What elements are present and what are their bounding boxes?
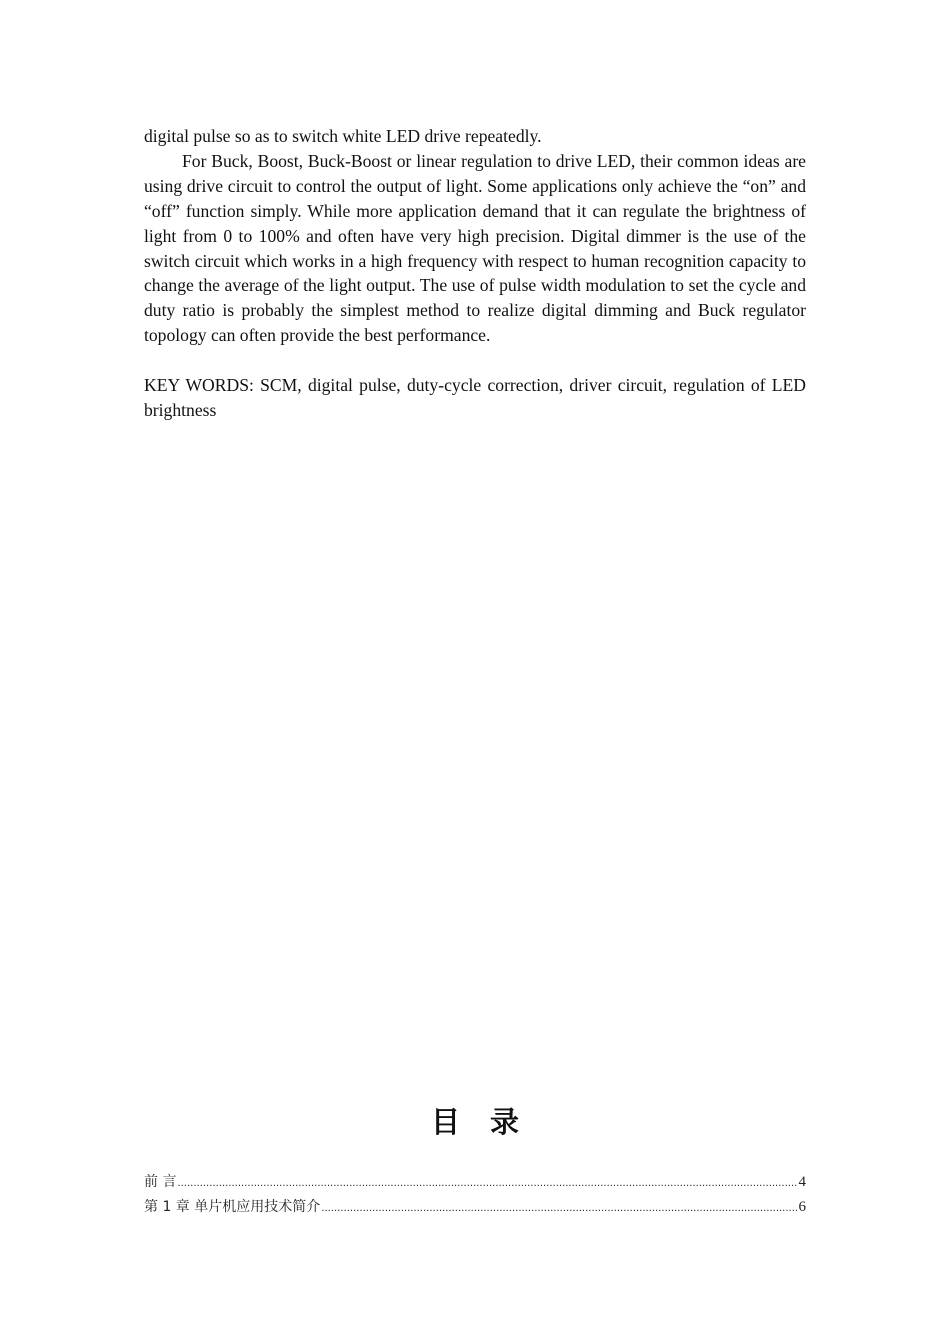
- toc-entry[interactable]: [144, 1195, 806, 1220]
- abstract-continuation: digital pulse so as to switch white LED drive repeatedly.: [144, 126, 542, 146]
- toc-title: 目录: [430, 1105, 549, 1139]
- toc-leader-dots: [177, 1171, 797, 1196]
- toc-entry-label: 前 言: [144, 1174, 177, 1190]
- toc-entry[interactable]: [144, 1170, 806, 1195]
- toc-entry-page: 6: [798, 1199, 806, 1215]
- toc-list: [144, 1170, 806, 1220]
- toc-entry-label: 第 1 章 单片机应用技术简介: [144, 1199, 321, 1215]
- abstract-paragraph: For Buck, Boost, Buck-Boost or linear regulation to drive LED, their common ideas are using drive circuit to control the output of light. Some applications only achieve the “on” and “off” function simply. While more application demand that it can regulate the brightness of light from 0 to 100% and often have very high precision. Digital dimmer is the use of the switch circuit which works in a high frequency with respect to human recognition capacity to change the average of the light output. The use of pulse width modulation to set the cycle and duty ratio is probably the simplest method to realize digital dimming and Buck regulator topology can often provide the best performance.: [144, 150, 806, 346]
- toc-entry-page: 4: [798, 1174, 806, 1190]
- abstract-section: [144, 124, 806, 423]
- toc-leader-dots: [321, 1196, 797, 1221]
- keywords-line: KEY WORDS: SCM, digital pulse, duty-cycle correction, driver circuit, regulation of LED brightness: [144, 375, 806, 420]
